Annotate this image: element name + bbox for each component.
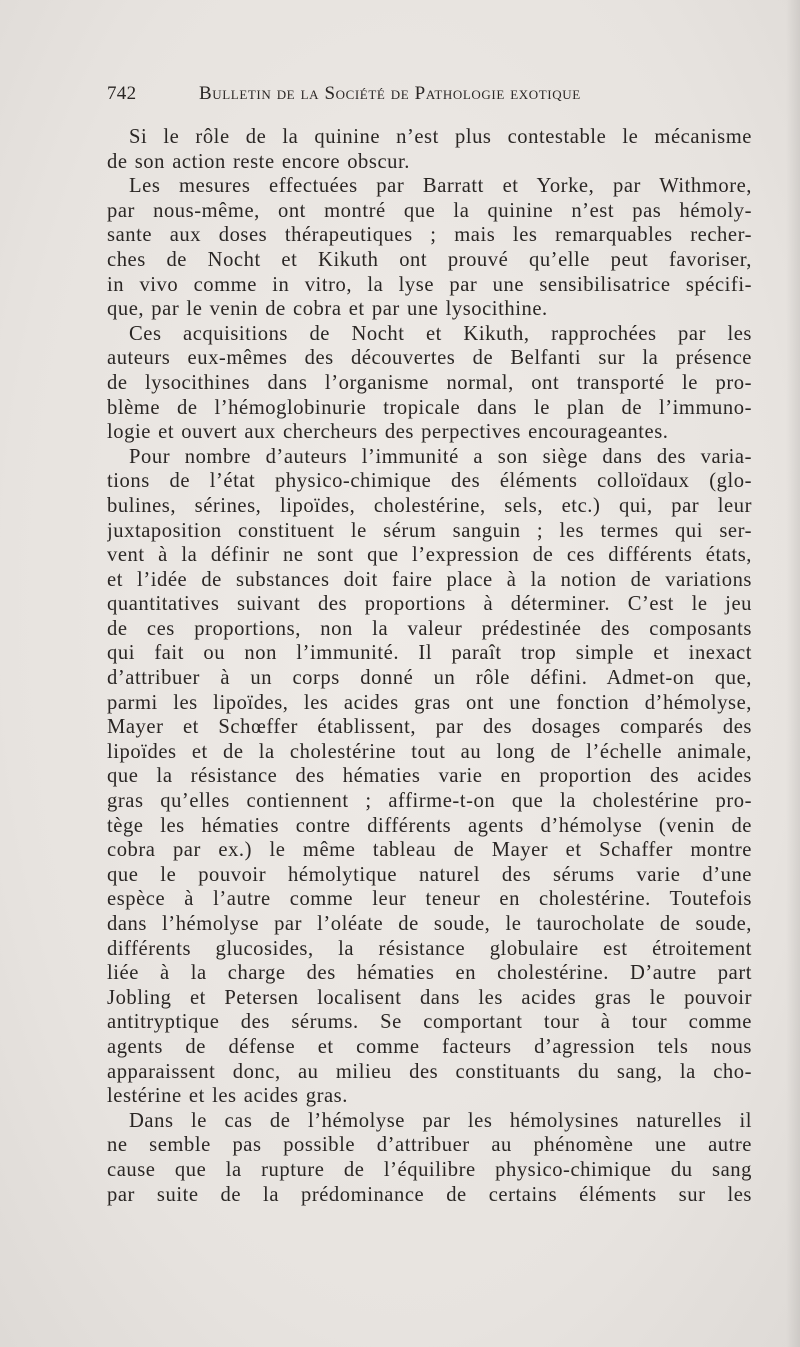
text-line: lipoïdes et de la cholestérine tout au long de l’échelle animale, (107, 740, 752, 763)
text-line: par suite de la prédominance de certains éléments sur les (107, 1183, 752, 1206)
text-line: ches de Nocht et Kikuth ont prouvé qu’elle peut favoriser, (107, 248, 752, 271)
text-line: Dans le cas de l’hémolyse par les hémolysines naturelles il (129, 1109, 752, 1132)
text-line: sante aux doses thérapeutiques ; mais les remarquables recher- (107, 224, 752, 247)
body-text (107, 125, 752, 1207)
text-line: Mayer et Schœffer établissent, par des dosages comparés des (107, 716, 752, 739)
text-line: qui fait ou non l’immunité. Il paraît trop simple et inexact (107, 642, 752, 665)
text-line: que le pouvoir hémolytique naturel des sérums varie d’une (107, 863, 752, 886)
text-line: vent à la définir ne sont que l’expression de ces différents états, (107, 544, 752, 567)
text-line: Ces acquisitions de Nocht et Kikuth, rapprochées par les (129, 322, 752, 345)
text-line: liée à la charge des hématies en cholestérine. D’autre part (107, 962, 752, 985)
text-line: antitryptique des sérums. Se comportant tour à tour comme (107, 1011, 752, 1034)
text-line: cause que la rupture de l’équilibre physico-chimique du sang (107, 1158, 752, 1181)
text-line: cobra par ex.) le même tableau de Mayer et Schaffer montre (107, 839, 752, 862)
text-line: d’attribuer à un corps donné un rôle défini. Admet-on que, (107, 667, 752, 690)
text-line: bulines, sérines, lipoïdes, cholestérine, sels, etc.) qui, par leur (107, 494, 752, 517)
text-line: in vivo comme in vitro, la lyse par une sensibilisatrice spécifi- (107, 273, 752, 296)
text-line: parmi les lipoïdes, les acides gras ont une fonction d’hémolyse, (107, 691, 752, 714)
journal-title: Bulletin de la Société de Pathologie exotique (199, 83, 581, 104)
text-line: tège les hématies contre différents agents d’hémolyse (venin de (107, 814, 752, 837)
running-head (107, 83, 650, 109)
text-line: de ces proportions, non la valeur prédestinée des composants (107, 617, 752, 640)
text-line: de lysocithines dans l’organisme normal, ont transporté le pro- (107, 371, 752, 394)
text-line: de son action reste encore obscur. (107, 150, 410, 173)
text-line: Pour nombre d’auteurs l’immunité a son siège dans des varia- (129, 445, 752, 468)
text-line: agents de défense et comme facteurs d’agression tels nous (107, 1035, 752, 1058)
text-line: dans l’hémolyse par l’oléate de soude, le taurocholate de soude, (107, 913, 752, 935)
page-number: 742 (107, 83, 137, 104)
text-line: par nous-même, ont montré que la quinine n’est pas hémoly- (107, 199, 752, 222)
text-line: que, par le venin de cobra et par une lysocithine. (107, 298, 548, 321)
text-line: Si le rôle de la quinine n’est plus contestable le mécanisme (129, 126, 752, 148)
text-line: et l’idée de substances doit faire place à la notion de variations (107, 568, 752, 591)
text-line: blème de l’hémoglobinurie tropicale dans le plan de l’immuno- (107, 396, 752, 419)
text-line: espèce à l’autre comme leur teneur en cholestérine. Toutefois (107, 888, 752, 911)
text-line: auteurs eux-mêmes des découvertes de Belfanti sur la présence (107, 347, 752, 370)
text-line: logie et ouvert aux chercheurs des perpectives encourageantes. (107, 421, 669, 444)
text-line: apparaissent donc, au milieu des constituants du sang, la cho- (107, 1060, 752, 1083)
text-line: quantitatives suivant des proportions à déterminer. C’est le jeu (107, 593, 752, 616)
text-line: différents glucosides, la résistance globulaire est étroitement (107, 937, 752, 960)
text-line: Jobling et Petersen localisent dans les acides gras le pouvoir (107, 986, 752, 1009)
text-line: que la résistance des hématies varie en proportion des acides (107, 765, 752, 788)
text-line: Les mesures effectuées par Barratt et Yorke, par Withmore, (129, 175, 752, 198)
text-line: juxtaposition constituent le sérum sanguin ; les termes qui ser- (107, 519, 752, 542)
page-edge-shadow (786, 0, 800, 1347)
text-line: ne semble pas possible d’attribuer au phénomène une autre (107, 1134, 752, 1157)
text-line: tions de l’état physico-chimique des éléments colloïdaux (glo- (107, 470, 752, 493)
text-line: lestérine et les acides gras. (107, 1085, 348, 1108)
text-line: gras qu’elles contiennent ; affirme-t-on que la cholestérine pro- (107, 790, 752, 813)
